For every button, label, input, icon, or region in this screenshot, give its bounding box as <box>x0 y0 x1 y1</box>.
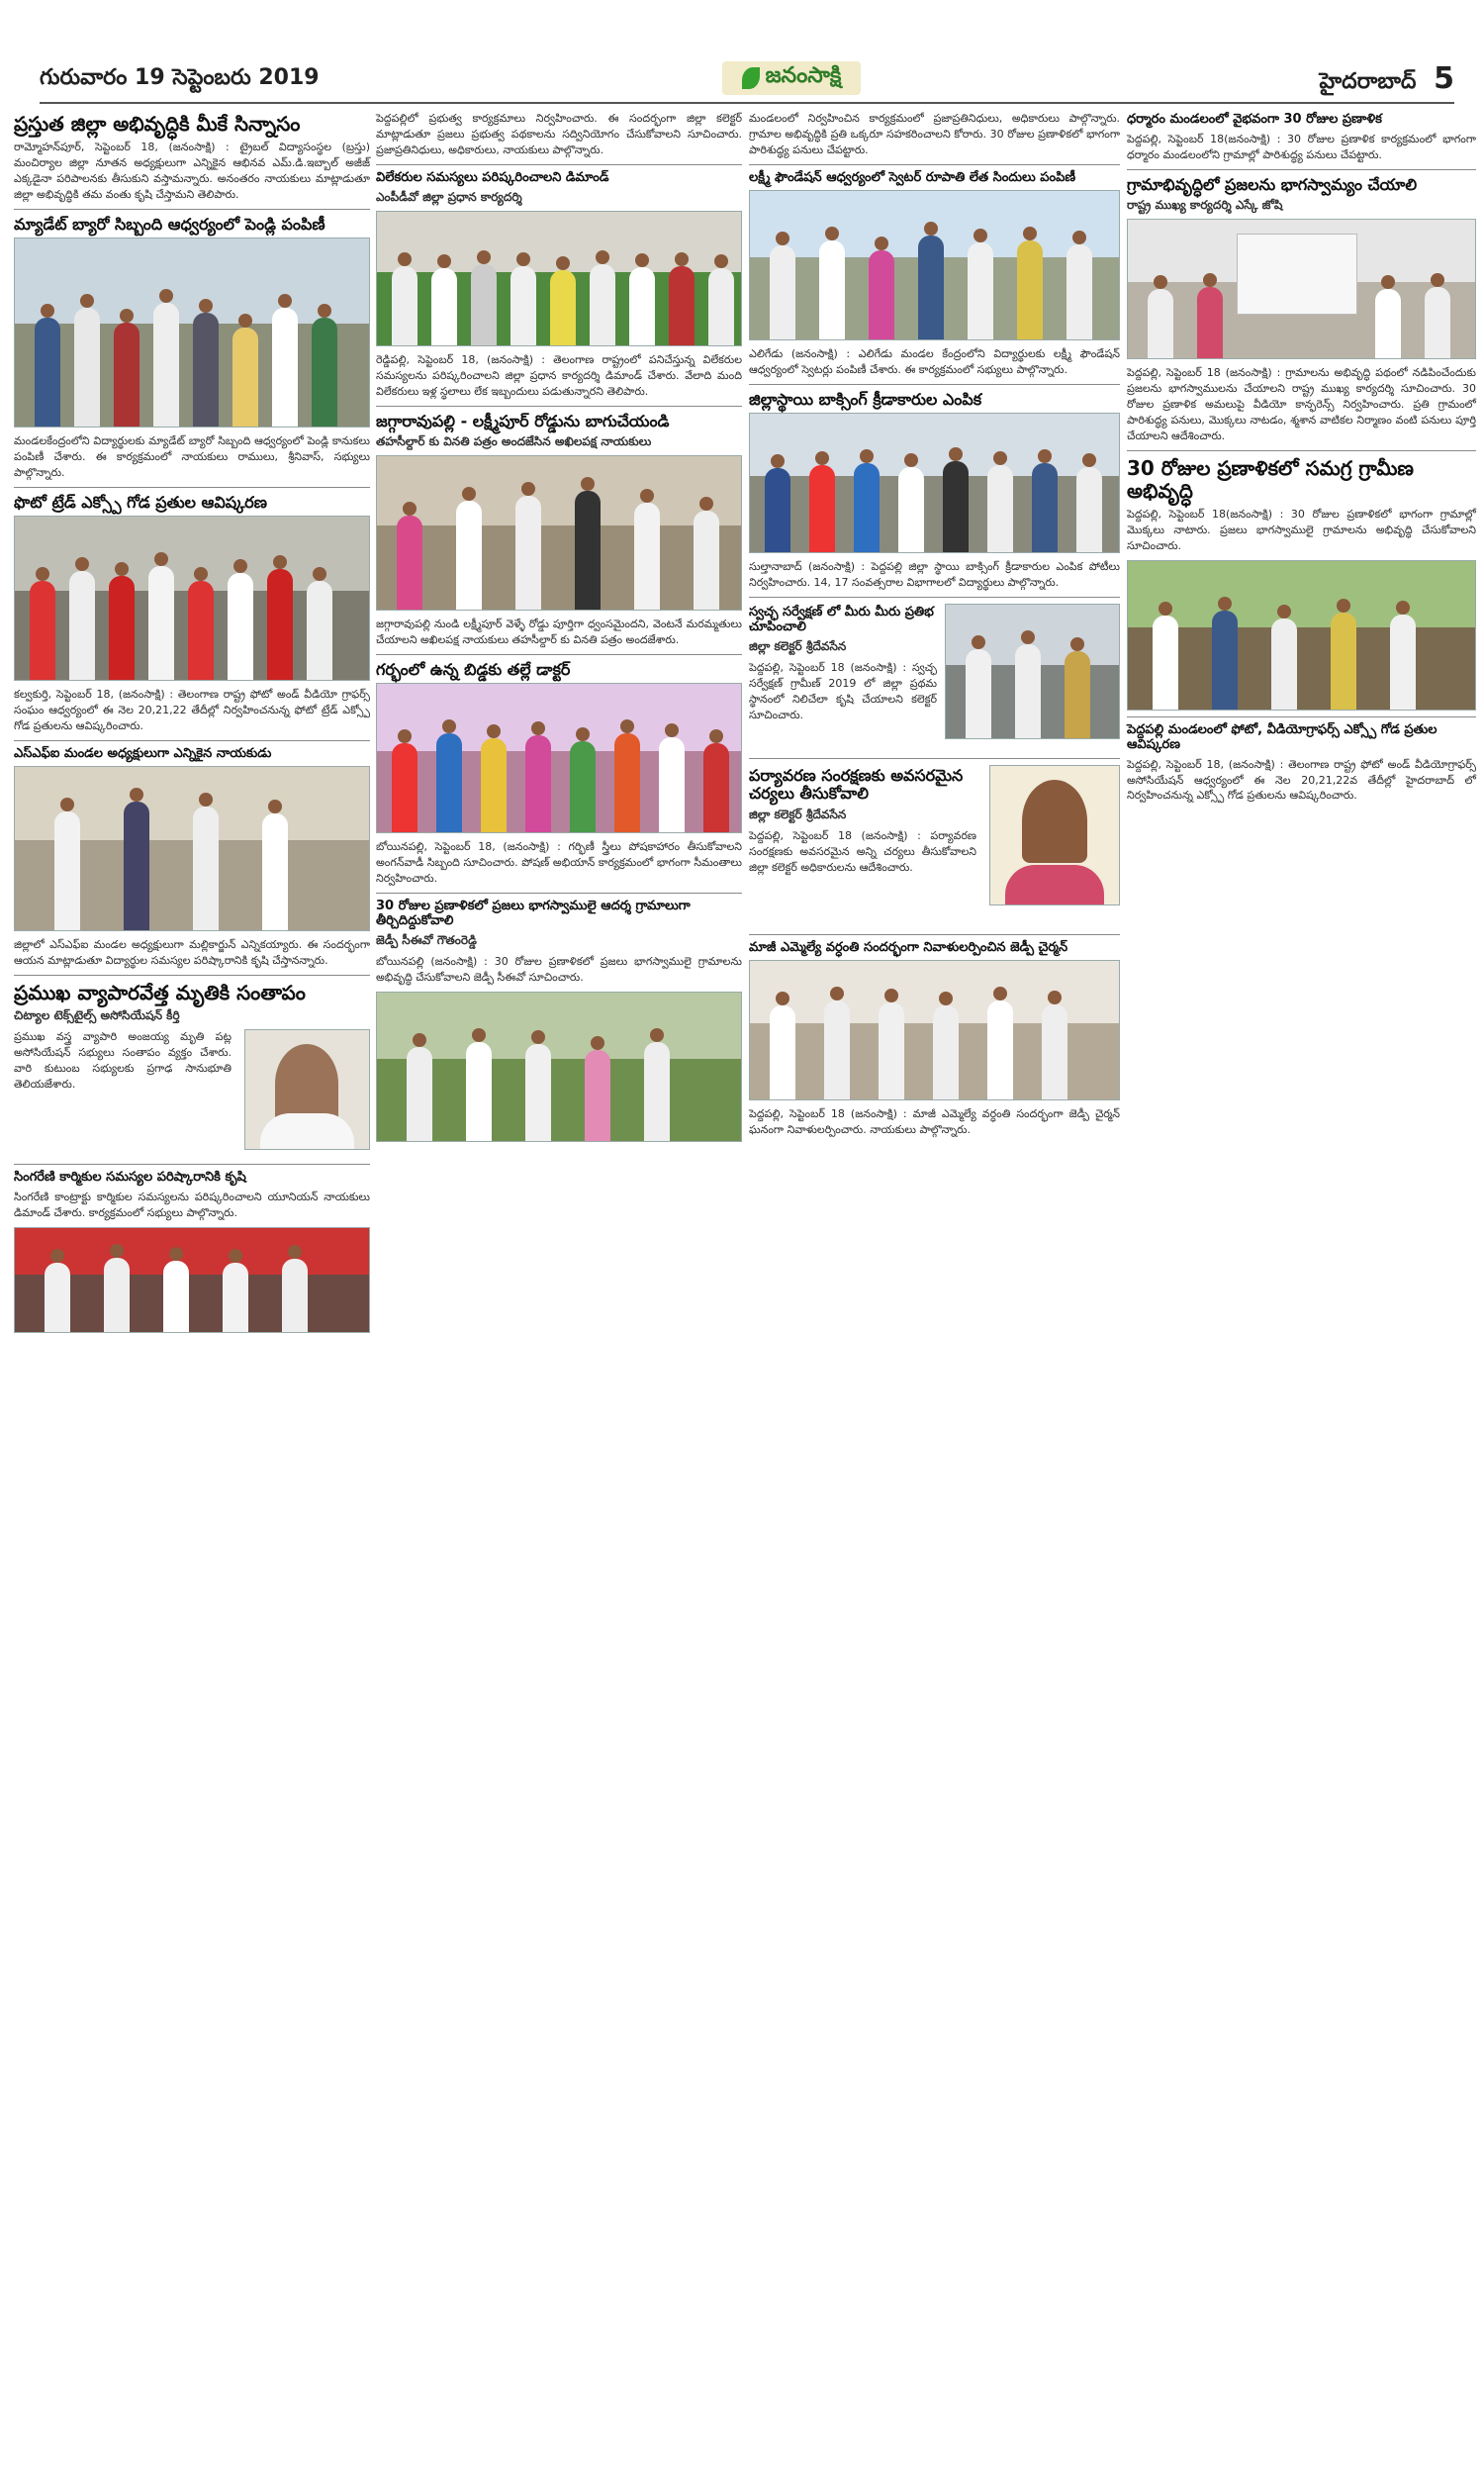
divider <box>376 164 742 165</box>
article-body: రామ్మోహన్‌పూర్, సెప్టెంబర్ 18, (జనంసాక్షి) : ట్రైబల్ విద్యాసంస్థల (బ్రస్తు) మంచిర్యాల జిల్లా నూతన అధ్యక్షులుగా ఎన్నికైన ఆభినవ ఎమ్.డి.ఇబ్బాల్ అజీజ్ ఎక్కడైనా పరిపాలనకు తీసుకుని వస్తామన్నారు. అనంతరం నాయకులు మాట్లాడుతూ జిల్లా అభివృద్ధికి తమ వంతు కృషి చేస్తామని తెలిపారు. <box>14 141 370 201</box>
article-headline: పర్యావరణ సంరక్షణకు అవసరమైన చర్యలు తీసుకోవాలి <box>749 765 964 804</box>
article-headline: ప్రముఖ వ్యాపారవేత్త మృతికి సంతాపం <box>14 980 306 1004</box>
article-headline: స్వచ్ఛ సర్వేక్షణ్ లో మీరు మీరు ప్రతిభ చూపించాలి <box>749 604 934 634</box>
article-body: పెద్దపల్లి, సెప్టెంబర్ 18 (జనంసాక్షి) : గ్రామాలను అభివృద్ధి పథంలో నడిపించేందుకు ప్రజలను భాగస్వాములను చేయాలని రాష్ట్ర ముఖ్య కార్యదర్శి సూచించారు. 30 రోజుల ప్రణాళిక అమలుపై వీడియో కాన్ఫరెన్స్ నిర్వహించారు. ప్రతి గ్రామంలో పారిశుద్ధ్య పనులు, మొక్కలు నాటడం, శ్మశాన వాటికల నిర్మాణం వంటి పనులు పూర్తి చేయాలని ఆదేశించారు. <box>1127 366 1476 442</box>
article-subheadline: జెడ్పీ సీఈవో గౌతంరెడ్డి <box>376 932 477 947</box>
article-body: బోయినపల్లి, సెప్టెంబర్ 18, (జనంసాక్షి) : గర్భిణీ స్త్రీలు పోషకాహారం తీసుకోవాలని అంగన్‌వాడీ సిబ్బంది సూచించారు. పోషణ్ అభియాన్ కార్యక్రమంలో భాగంగా సీమంతాలు నిర్వహించారు. <box>376 840 742 886</box>
divider <box>749 758 1120 759</box>
article-headline: 30 రోజుల ప్రణాళికలో ప్రజలు భాగస్వాములై ఆదర్శ గ్రామాలుగా తీర్చిదిద్దుకోవాలి <box>376 899 691 928</box>
article-subheadline: తహసీల్దార్ కు వినతి పత్రం అందజేసిన అఖిలపక్ష నాయకులు <box>376 433 652 448</box>
article-body: పెద్దపల్లి, సెప్టెంబర్ 18(జనంసాక్షి) : 30 రోజుల ప్రణాళిక కార్యక్రమంలో భాగంగా ధర్మారం మండలంలోని గ్రామాల్లో పారిశుద్ధ్య పనులు చేపట్టారు. <box>1127 132 1476 161</box>
article-body: పెద్దపల్లి, సెప్టెంబర్ 18, (జనంసాక్షి) : తెలంగాణ రాష్ట్ర ఫోటో అండ్ వీడియోగ్రాఫర్స్ అసోసియేషన్ ఆధ్వర్యంలో ఈ నెల 20,21,22వ తేదీల్లో హైదరాబాద్ లో నిర్వహించనున్న ఎక్స్పో గోడ ప్రతులను ఆవిష్కరించారు. <box>1127 757 1476 803</box>
divider <box>1127 169 1476 170</box>
article-headline: ప్రస్తుత జిల్లా అభివృద్ధికి మీకే సిన్నాసం <box>14 112 301 136</box>
edition-info <box>1319 61 1454 99</box>
article-body: పెద్దపల్లి, సెప్టెంబర్ 18(జనంసాక్షి) : 30 రోజుల ప్రణాళికలో భాగంగా గ్రామాల్లో మొక్కలు నాటారు. ప్రజలు భాగస్వాములై గ్రామాలను అభివృద్ధి చేసుకోవాలని సూచించారు. <box>1127 507 1476 552</box>
article-body: మండలకేంద్రంలోని విద్యార్థులకు మ్యాడేట్ బ్యారో సిబ్బంది ఆధ్వర్యంలో పెండ్లి కానుకలు పంపిణీ చేశారు. ఈ కార్యక్రమంలో నాయకులు రాములు, శ్రీనివాస్, సభ్యులు పాల్గొన్నారు. <box>14 434 370 480</box>
divider <box>376 893 742 894</box>
news-photo <box>945 604 1120 739</box>
news-photo <box>749 413 1120 553</box>
article-body: పెద్దపల్లిలో ప్రభుత్వ కార్యక్రమాలు నిర్వహించారు. ఈ సందర్భంగా జిల్లా కలెక్టర్ మాట్లాడుతూ ప్రజలు ప్రభుత్వ పథకాలను సద్వినియోగం చేసుకోవాలని సూచించారు. ప్రజాప్రతినిధులు, అధికారులు, నాయకులు పాల్గొన్నారు. <box>376 112 742 156</box>
article-headline: సింగరేణి కార్మికుల సమస్యల పరిష్కారానికి కృషి <box>14 1169 246 1185</box>
page-number: 5 <box>1434 61 1454 96</box>
article-body: మండలంలో నిర్వహించిన కార్యక్రమంలో ప్రజాప్రతినిధులు, అధికారులు పాల్గొన్నారు. గ్రామాల అభివృద్ధికి ప్రతి ఒక్కరూ సహకరించాలని కోరారు. 30 రోజుల ప్రణాళికలో భాగంగా పారిశుద్ధ్య పనులు చేపట్టారు. <box>749 112 1120 156</box>
article-subheadline: రాష్ట్ర ముఖ్య కార్యదర్శి ఎస్కే జోషి <box>1127 198 1283 213</box>
news-photo <box>1127 219 1476 359</box>
news-photo <box>376 992 742 1142</box>
article-headline: ఫొటో ట్రేడ్ ఎక్స్పో గోడ ప్రతుల ఆవిష్కరణ <box>14 492 267 512</box>
divider <box>14 487 370 488</box>
column-2 <box>376 111 742 1148</box>
article-body: బోయినపల్లి (జనంసాక్షి) : 30 రోజుల ప్రణాళికలో ప్రజలు భాగస్వాములై గ్రామాలను అభివృద్ధి చేసుకోవాలని జెడ్పీ సీఈవో సూచించారు. <box>376 954 742 984</box>
divider <box>14 1164 370 1165</box>
divider <box>749 934 1120 935</box>
article-body: జగ్గారావుపల్లి నుండి లక్ష్మీపూర్ వెళ్ళే రోడ్డు పూర్తిగా ధ్వంసమైందని, వెంటనే మరమ్మతులు చేయాలని అఖిలపక్ష నాయకులు తహసీల్దార్ కు వినతి పత్రం అందజేశారు. <box>376 617 742 646</box>
article-headline: పెద్దపల్లి మండలంలో ఫోటో, వీడియోగ్రాఫర్స్ ఎక్స్పో గోడ ప్రతుల ఆవిష్కరణ <box>1127 721 1438 752</box>
masthead <box>40 59 1454 99</box>
article-headline: ఎస్ఎఫ్ఐ మండల అధ్యక్షులుగా ఎన్నికైన నాయకుడు <box>14 746 272 762</box>
article-subheadline: జిల్లా కలెక్టర్ శ్రీదేవసేన <box>749 807 847 821</box>
article-body: జిల్లాలో ఎస్ఎఫ్ఐ మండల అధ్యక్షులుగా మల్లికార్జున్ ఎన్నికయ్యారు. ఈ సందర్భంగా ఆయన మాట్లాడుతూ విద్యార్థుల సమస్యల పరిష్కారానికి కృషి చేస్తానన్నారు. <box>14 938 370 968</box>
article-subheadline: జిల్లా కలెక్టర్ శ్రీదేవసేన <box>749 638 847 653</box>
news-photo <box>376 455 742 611</box>
paper-logo <box>722 61 861 95</box>
article-body: ప్రముఖ వస్త్ర వ్యాపారి అంజయ్య మృతి పట్ల అసోసియేషన్ సభ్యులు సంతాపం వ్యక్తం చేశారు. వారి కుటుంబ సభ్యులకు ప్రగాఢ సానుభూతి తెలియజేశారు. <box>14 1029 232 1091</box>
paper-name: జనంసాక్షి <box>765 63 842 88</box>
article-block <box>749 604 1120 752</box>
article-headline: జగ్గారావుపల్లి - లక్ష్మీపూర్ రోడ్డును బాగుచేయండి <box>376 411 670 430</box>
edition-city: హైదరాబాద్ <box>1319 69 1417 94</box>
news-photo <box>376 211 742 346</box>
divider <box>749 164 1120 165</box>
divider <box>1127 716 1476 717</box>
news-photo <box>749 190 1120 340</box>
news-photo <box>14 238 370 428</box>
article-body: రెడ్డిపల్లి, సెప్టెంబర్ 18, (జనంసాక్షి) : తెలంగాణ రాష్ట్రంలో పనిచేస్తున్న విలేకరుల సమస్యలను పరిష్కరించాలని జిల్లా ప్రధాన కార్యదర్శి డిమాండ్ చేశారు. వేలాది మంది విలేకరులు ఇళ్ల స్థలాలు లేక ఇబ్బందులు పడుతున్నారని తెలిపారు. <box>376 352 742 398</box>
divider <box>376 654 742 655</box>
article-headline: జిల్లాస్థాయి బాక్సింగ్ క్రీడాకారుల ఎంపిక <box>749 389 982 409</box>
article-headline: గర్భంలో ఉన్న బిడ్డకు తల్లే డాక్టర్ <box>376 659 571 679</box>
article-body: సింగరేణి కాంట్రాక్టు కార్మికుల సమస్యలను పరిష్కరించాలని యూనియన్ నాయకులు డిమాండ్ చేశారు. కార్యక్రమంలో సభ్యులు పాల్గొన్నారు. <box>14 1190 370 1219</box>
article-block <box>14 1029 370 1158</box>
article-headline: మ్యాడేట్ బ్యారో సిబ్బంది ఆధ్వర్యంలో పెండ్లి పంపిణీ <box>14 214 325 234</box>
news-photo <box>749 960 1120 1100</box>
article-body: పెద్దపల్లి, సెప్టెంబర్ 18 (జనంసాక్షి) : పర్యావరణ సంరక్షణకు అవసరమైన అన్ని చర్యలు తీసుకోవాలని జిల్లా కలెక్టర్ అధికారులను ఆదేశించారు. <box>749 828 976 874</box>
article-subheadline: చిట్యాల టెక్స్‌టైల్స్ అసోసియేషన్ కీర్తి <box>14 1007 180 1022</box>
column-1 <box>14 111 370 1339</box>
divider <box>749 597 1120 598</box>
news-photo <box>14 516 370 681</box>
portrait-photo <box>244 1029 370 1150</box>
news-photo <box>1127 560 1476 711</box>
article-headline: లక్ష్మీ ఫౌండేషన్ ఆధ్వర్యంలో స్వెటర్ రూపాతి లేత సిందులు పంపిణీ <box>749 169 1076 185</box>
article-headline: ధర్మారం మండలంలో వైభవంగా 30 రోజుల ప్రణాళిక <box>1127 112 1382 127</box>
article-headline: మాజీ ఎమ్మెల్యే వర్ధంతి సందర్భంగా నివాళులర్పించిన జెడ్పీ చైర్మన్ <box>749 939 1068 955</box>
article-body: కల్వకుర్తి, సెప్టెంబర్ 18, (జనంసాక్షి) : తెలంగాణ రాష్ట్ర ఫోటో అండ్ వీడియో గ్రాఫర్స్ సంఘం ఆధ్వర్యంలో ఈ నెల 20,21,22 తేదీల్లో నిర్వహించనున్న ఫోటో ట్రేడ్ ఎక్స్పో గోడ ప్రతులను ఆవిష్కరించారు. <box>14 688 370 733</box>
article-body: ఎలిగేడు (జనంసాక్షి) : ఎలిగేడు మండల కేంద్రంలోని విద్యార్థులకు లక్ష్మీ ఫౌండేషన్ ఆధ్వర్యంలో స్వెటర్లు పంపిణీ చేశారు. ఈ కార్యక్రమంలో సభ్యులు పాల్గొన్నారు. <box>749 346 1120 376</box>
article-subheadline: ఎంపీడీవో జిల్లా ప్రధాన కార్యదర్శి <box>376 189 522 204</box>
divider <box>376 406 742 407</box>
leaf-icon <box>742 67 760 89</box>
portrait-photo <box>989 765 1120 905</box>
column-4 <box>1127 111 1476 809</box>
news-photo <box>14 1227 370 1333</box>
article-body: పెద్దపల్లి, సెప్టెంబర్ 18 (జనంసాక్షి) : మాజీ ఎమ్మెల్యే వర్ధంతి సందర్భంగా జెడ్పీ చైర్మన్ ఘనంగా నివాళులర్పించారు. నాయకులు పాల్గొన్నారు. <box>749 1106 1120 1136</box>
article-headline: గ్రామాభివృద్ధిలో ప్రజలను భాగస్వామ్యం చేయాలి <box>1127 174 1418 194</box>
article-headline: 30 రోజుల ప్రణాళికలో సమగ్ర గ్రామీణ అభివృద్ధి <box>1127 455 1414 503</box>
divider <box>1127 450 1476 451</box>
article-body: సుల్తానాబాద్ (జనంసాక్షి) : పెద్దపల్లి జిల్లా స్థాయి బాక్సింగ్ క్రీడాకారుల ఎంపిక పోటీలు నిర్వహించారు. 14, 17 సంవత్సరాల విభాగాలలో విద్యార్థులు పాల్గొన్నారు. <box>749 560 1120 589</box>
divider <box>14 209 370 210</box>
issue-date: గురువారం 19 సెప్టెంబరు 2019 <box>40 65 320 90</box>
column-3 <box>749 111 1120 1144</box>
news-photo <box>14 766 370 931</box>
masthead-divider <box>40 102 1454 104</box>
article-body: పెద్దపల్లి, సెప్టెంబర్ 18 (జనంసాక్షి) : స్వచ్ఛ సర్వేక్షణ్ గ్రామీణ్ 2019 లో జిల్లా ప్రథమ స్థానంలో నిలిచేలా కృషి చేయాలని కలెక్టర్ సూచించారు. <box>749 660 937 721</box>
article-text <box>749 604 937 729</box>
divider <box>749 384 1120 385</box>
news-photo <box>376 683 742 833</box>
divider <box>14 740 370 741</box>
divider <box>14 975 370 976</box>
article-block <box>749 765 1120 928</box>
article-headline: విలేకరుల సమస్యలు పరిష్కరించాలని డిమాండ్ <box>376 169 609 185</box>
article-text <box>749 765 976 882</box>
